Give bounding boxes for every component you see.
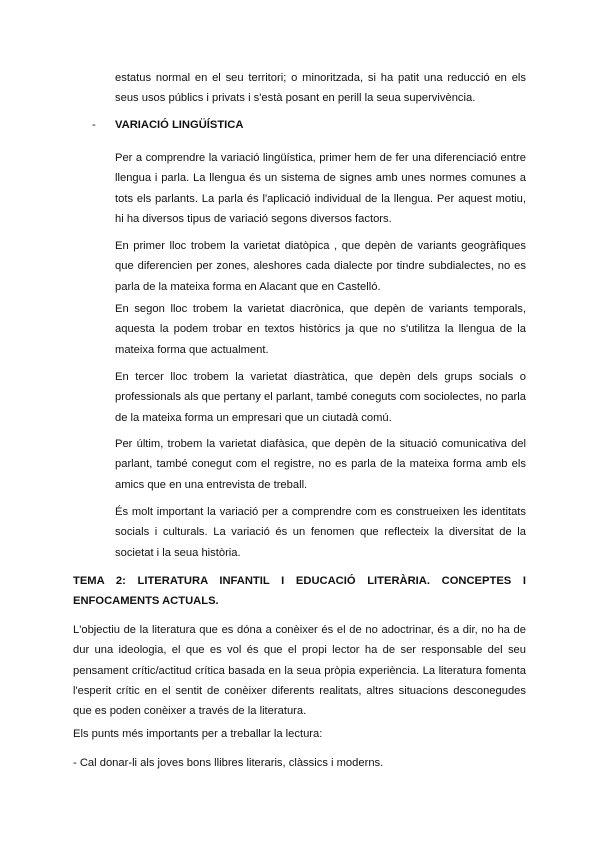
paragraph-punts: Els punts més importants per a treballar la lectura: bbox=[73, 728, 323, 740]
paragraph-status: estatus normal en el seu territori; o minoritzada, si ha patit una reducció en els seus usos públics i privats i s'està posant en perill la seua supervivència. bbox=[115, 72, 526, 105]
paragraph-diacronica: En segon lloc trobem la varietat diacrònica, que depèn de variants temporals, aquesta la podem trobar en textos històrics ja que no s'utilitza la llengua de la mateixa forma que actualment. bbox=[115, 303, 526, 356]
heading-text: VARIACIÓ LINGÜÍSTICA bbox=[115, 119, 244, 131]
paragraph-diatopica: En primer lloc trobem la varietat diatòpica , que depèn de variants geogràfiques que diferencien per zones, aleshores cada dialecte por tindre subdialectes, no es parla de la mateixa forma en Alacant que en Castelló. bbox=[115, 240, 526, 293]
list-item-llibres: - Cal donar-li als joves bons llibres literaris, clàssics i moderns. bbox=[73, 757, 384, 769]
paragraph-importancia: És molt important la variació per a comprendre com es construeixen les identitats socials i culturals. La variació és un fenomen que reflecteix la diversitat de la societat i la seua història. bbox=[115, 506, 526, 559]
paragraph-llengua-parla: Per a comprendre la variació lingüística, primer hem de fer una diferenciació entre llengua i parla. La llengua és un sistema de signes amb unes normes comunes a tots els parlants. La parla és l'aplicació individual de la llengua. Per aquest motiu, hi ha diversos tipus de variació segons diversos factors. bbox=[115, 152, 526, 225]
paragraph-diafasica: Per últim, trobem la varietat diafàsica, que depèn de la situació comunicativa del parlant, també conegut com el registre, no es parla de la mateixa forma amb els amics que en una entrevista de treball. bbox=[115, 438, 526, 491]
heading-bullet: - bbox=[92, 119, 96, 131]
paragraph-objectiu: L'objectiu de la literatura que es dóna a conèixer és el de no adoctrinar, és a dir, no ha de dur una ideologia, el que es vol és que el propi lector ha de ser responsable del seu pensament crític/actitud crítica basada en la seua pròpia experiència. La literatura fomenta l'esperit crític en el sentit de conèixer diferents realitats, altres situacions desconegudes que es poden conèixer a través de la literatura. bbox=[73, 624, 526, 718]
section-heading-variacio bbox=[92, 119, 243, 131]
tema-2-heading: TEMA 2: LITERATURA INFANTIL I EDUCACIÓ LITERÀRIA. CONCEPTES I ENFOCAMENTS ACTUALS. bbox=[73, 575, 526, 608]
paragraph-diastratica: En tercer lloc trobem la varietat diastràtica, que depèn dels grups socials o professionals als que pertany el parlant, també coneguts com sociolectes, no parla de la mateixa forma un empresari que un ciutadà comú. bbox=[115, 371, 526, 424]
